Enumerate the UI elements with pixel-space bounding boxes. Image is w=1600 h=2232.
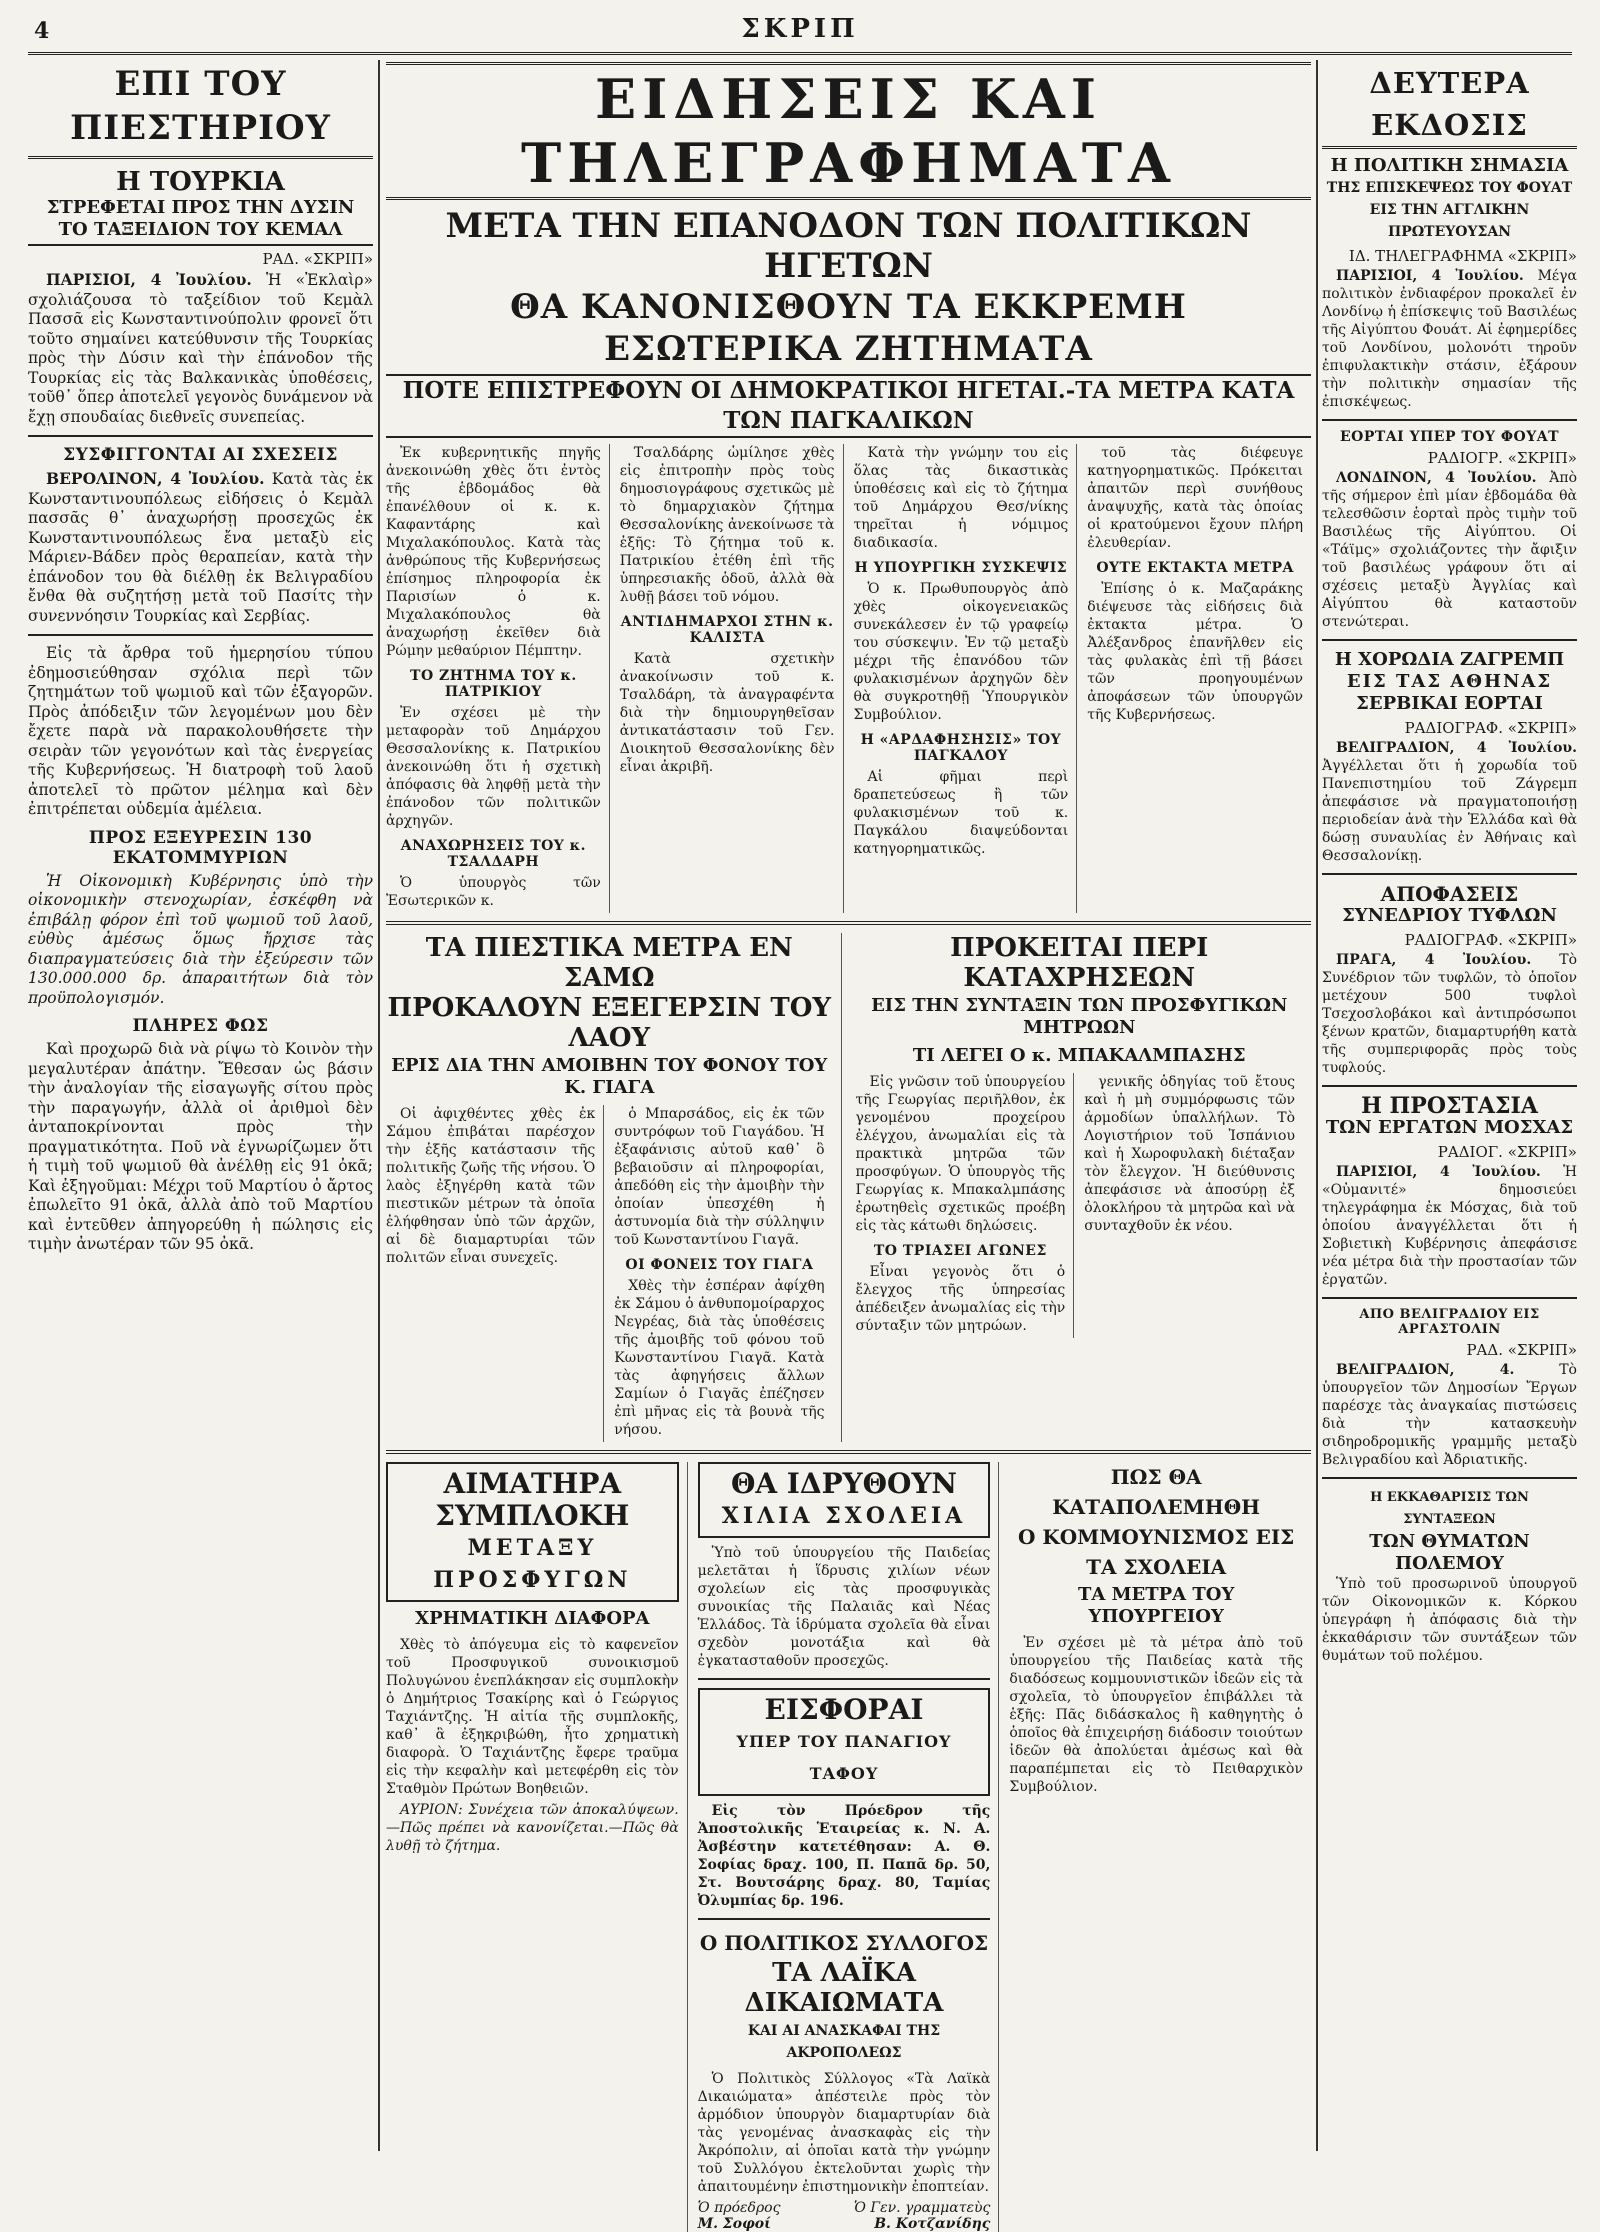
divider (386, 921, 1311, 925)
center-column (386, 62, 1311, 2232)
story-subheadline: ΧΡΗΜΑΤΙΚΗ ΔΙΑΦΟΡΑ (415, 1608, 650, 1629)
left-column (28, 62, 373, 2151)
story-text: Χθὲς τὸ ἀπόγευμα εἰς τὸ καφενεῖον τοῦ Προσφυγικοῦ συνοικισμοῦ Πολυγώνου ἐνεπλάκησαν εἰς συμπλοκὴν ὁ Δημήτριος Τσακίρης καὶ ὁ Γεώργιος Ταχιάντζης. Ἡ αἰτία τῆς συμπλοκῆς, καθ᾽ ἃ ἐξηκριβώθη, ἦτο χρηματικὴ διαφορὰ. Ὁ Ταχιάντζης ἔφερε τραῦμα εἰς τὴν κεφαλὴν καὶ μετεφέρθη εἰς τὸν Σταθμὸν Πρώτων Βοηθειῶν. (386, 1637, 679, 1797)
story-headline: ΠΡΟΚΕΙΤΑΙ ΠΕΡΙ ΚΑΤΑΧΡΗΣΕΩΝ (950, 933, 1209, 993)
right-column (1322, 62, 1577, 2151)
dateline: ΡΑΔ. «ΣΚΡΙΠ» (1466, 1341, 1577, 1359)
story-body (1322, 469, 1577, 631)
story-body (1322, 1361, 1577, 1469)
divider (1322, 873, 1577, 875)
story-body (1322, 1163, 1577, 1289)
signature-name: Μ. Σοφοί (697, 2216, 771, 2232)
story-subhead: Η «ΑΡΔΑΦΗΣΗΣΙΣ» ΤΟΥ ΠΑΓΚΑΛΟΥ (860, 732, 1062, 764)
story-subhead: ΑΝΑΧΩΡΗΣΕΙΣ ΤΟΥ κ. ΤΣΑΛΔΑΡΗ (400, 838, 587, 870)
divider (1322, 1477, 1577, 1479)
story-text: Τσαλδάρης ὡμίλησε χθὲς εἰς ἐπιτροπὴν πρὸς τοὺς δημοσιογράφους σχετικῶς μὲ τὸ δημαρχιακὸν ζήτημα Θεσσαλονίκης ἀνεκοίνωσε τὰ ἑξῆς: Τὸ ζήτημα τοῦ κ. Πατρικίου ἐτέθη ἐπὶ τῆς ὑπηρεσιακῆς ὁδοῦ, ἀλλὰ θὰ λυθῇ βάσει τοῦ νόμου. (619, 445, 835, 605)
story-text: Κατὰ τὰς ἐκ Κωνσταντινουπόλεως εἰδήσεις ὁ Κεμὰλ πασσᾶς θ᾽ ἀναχωρήσῃ προσεχῶς ἐκ Κωνσταντινουπόλεως ἔνα μεταξὺ εἰς Μάριεν-Βάδεν πρὸς θεραπείαν, κατὰ τὴν ἐπάνοδον του θὰ διέλθῃ ἐκ Βελιγραδίου ἔνθα θὰ συζητήσῃ μετὰ τοῦ Πασίτς τὴν συνεννόησιν Τουρκίας καὶ Σερβίας. (28, 470, 374, 625)
story-body (28, 270, 373, 427)
story-body (28, 469, 373, 626)
text-column (1087, 444, 1311, 913)
story-subheadline: ΕΡΙΣ ΔΙΑ ΤΗΝ ΑΜΟΙΒΗΝ ΤΟΥ ΦΟΝΟΥ ΤΟΥ Κ. ΓΙΑΓΑ (391, 1055, 828, 1098)
story-headline (698, 1462, 991, 1538)
story-lead: ΠΑΡΙΣΙΟΙ, 4 Ἰουλίου. (46, 270, 252, 289)
story-text: Ὑπὸ τοῦ προσωρινοῦ ὑπουργοῦ τῶν Οἰκονομικῶν κ. Κόρκου ὑπεγράφη ἡ ἀπόφασις διὰ τὴν ἐκκαθάρισιν τῶν συντάξεων τῶν θυμάτων τοῦ πολέμου. (1322, 1576, 1577, 1664)
story-text: Τὸ ὑπουργεῖον τῶν Δημοσίων Ἔργων παρέσχε τὰς ἀναγκαίας πιστώσεις διὰ τὴν κατασκευὴν σιδηροδρομικῆς γραμμῆς μεταξὺ Βελιγραδίου καὶ Ἀδριατικῆς. (1322, 1362, 1577, 1468)
story-text: Ὑπὸ τοῦ ὑπουργείου τῆς Παιδείας μελετᾶται ἡ ἵδρυσις χιλίων νέων σχολείων εἰς τὰς προσφυγικὰς συνοικίας τῆς Παλαιᾶς καὶ Νέας Ἑλλάδος. Τὰ ἱδρύματα σχολεῖα θὰ εἶναι σχεδὸν μονοτάξια καὶ θὰ ἐγκατασταθοῦν προσεχῶς. (697, 1545, 991, 1669)
signature-right (854, 2200, 990, 2232)
story-headline-line: ΧΙΛΙΑ ΣΧΟΛΕΙΑ (721, 1503, 967, 1529)
section-banner: ΕΙΔΗΣΕΙΣ ΚΑΙ ΤΗΛΕΓΡΑΦΗΜΑΤΑ (386, 62, 1311, 200)
text-column (854, 444, 1078, 913)
text-column (386, 444, 610, 913)
story-lead: ΒΕΡΟΛΙΝΟΝ, 4 Ἰουλίου. (46, 469, 265, 488)
story-text: Μέγα πολιτικὸν ἐνδιαφέρον προκαλεῖ ἐν Λονδίνῳ ἡ ἐπίσκεψις τοῦ Βασιλέως τῆς Αἰγύπτου Φουάτ. Αἱ ἐφημερίδες τοῦ Λονδίνου, μολονότι τηροῦν ἐπιφυλακτικὴν στάσιν, ἐξάρουν τὴν πολιτικὴν σημασίαν τῆς ἐπισκέψεως. (1322, 268, 1577, 410)
story-subhead: ΟΥΤΕ ΕΚΤΑΚΤΑ ΜΕΤΡΑ (1096, 560, 1294, 576)
story-text: Ὁ κ. Πρωθυπουργὸς ἀπὸ χθὲς οἰκογενειακῶς συνεκάλεσεν ἐν τῷ γραφείῳ του σύσκεψιν. Ἐν τῷ μεταξὺ μέχρι τῆς ἐπανόδου τῶν φυλακισμένων ἀρχηγῶν δὲν θὰ συγκροτηθῇ Ὑπουργικὸν Συμβούλιον. (853, 581, 1069, 723)
story-text: Καὶ προχωρῶ διὰ νὰ ρίψω τὸ Κοινὸν τὴν μεγαλυτέραν ἀπάτην. Ἔθεσαν ὡς βάσιν τὴν ἀναλογίαν τῆς εἰσαγωγῆς σίτου πρὸς τὴν παραγωγήν, ἀλλὰ οἱ ἀριθμοὶ δὲν ἀνταποκρίνονται πρὸς τὴν πραγματικότητα. Ποῦ νὰ ἐγνωρίζωμεν ὅτι ἡ τιμὴ τοῦ ψωμιοῦ θὰ ἀνέλθῃ εἰς 91 ὀκᾶ; Καὶ ἐξηγοῦμαι: Μέχρι τοῦ Μαρτίου ὁ ἄρτος ἐπωλεῖτο 91 ὀκᾶ, ἀλλὰ ἀπὸ τοῦ Μαρτίου καὶ ἐντεῦθεν ἀπηγορεύθη ἡ πώλησις εἰς τιμὴν ἀνωτέραν τῶν 95 ὀκᾶ. (28, 1040, 373, 1253)
story-headline-line: ΥΠΕΡ ΤΟΥ ΠΑΝΑΓΙΟΥ ΤΑΦΟΥ (736, 1732, 952, 1783)
main-headline: ΘΑ ΚΑΝΟΝΙΣΘΟΥΝ ΤΑ ΕΚΚΡΕΜΗ ΕΣΩΤΕΡΙΚΑ ΖΗΤΗΜΑΤΑ (510, 287, 1187, 369)
divider (1322, 639, 1577, 641)
header-rule (28, 52, 1572, 55)
story-text: Ἀπὸ τῆς σήμερον ἐπὶ μίαν ἑβδομάδα θὰ τελεσθῶσιν ἑορταὶ πρὸς τιμὴν τοῦ Βασιλέως τῆς Αἰγύπτου. Οἱ «Τάϊμς» σχολιάζοντες τὴν ἄφιξιν τοῦ βασιλέως γράφουν ὅτι αἱ σχέσεις μεταξὺ Ἀγγλίας καὶ Αἰγύπτου θὰ καταστοῦν στενώτεραι. (1322, 470, 1578, 630)
main-headline: ΜΕΤΑ ΤΗΝ ΕΠΑΝΟΔΟΝ ΤΩΝ ΠΟΛΙΤΙΚΩΝ ΗΓΕΤΩΝ (445, 206, 1252, 286)
divider (28, 435, 373, 437)
story-subkicker: ΤΗΣ ΕΠΙΣΚΕΨΕΩΣ ΤΟΥ ΦΟΥΑΤ (1326, 180, 1573, 196)
story-text: Ἀγγέλλεται ὅτι ἡ χορωδία τοῦ Πανεπιστημίου τοῦ Ζάγρεμπ ἀπεφάσισε νὰ πραγματοποιήσῃ περιοδείαν ἀνὰ τὴν Ἑλλάδα καὶ θὰ δώσῃ συναυλίας ἐν Ἀθήναις καὶ Θεσσαλονίκῃ. (1322, 758, 1577, 864)
story-body (1322, 267, 1577, 411)
dateline: ΡΑΔΙΟΓ. «ΣΚΡΙΠ» (1437, 1143, 1577, 1161)
text-column (1084, 1073, 1303, 1338)
samos-story (386, 933, 842, 1442)
story-text: ὁ Μπαρσάδος, εἰς ἐκ τῶν συντρόφων τοῦ Γιαγάδου. Ἡ ἐξαφάνισις αὐτοῦ καθ᾽ ὃ βεβαιοῦσιν αἱ πληροφορίαι, ἀπεδόθη εἰς τὴν ἀμοιβὴν τὴν ὁποίαν ὑπεσχέθη ἡ ἀστυνομία διὰ τὴν σύλληψιν τοῦ Κωνσταντίνου Γιαγᾶ. (614, 1106, 825, 1248)
story-footer: ΑΥΡΙΟΝ: Συνέχεια τῶν ἀποκαλύψεων.—Πῶς πρέπει νὰ κανονίζεται.—Πῶς θὰ λυθῇ τὸ ζήτημα. (386, 1802, 679, 1854)
story-subkicker: ΕΙΣ ΤΗΝ ΑΓΓΛΙΚΗΝ ΠΡΩΤΕΥΟΥΣΑΝ (1369, 202, 1530, 240)
story-body (1322, 951, 1577, 1077)
story-text: Εἰς τὸν Πρόεδρον τῆς Ἀποστολικῆς Ἑταιρείας κ. Ν. Α. Ἀσβέστην κατετέθησαν: Α. Θ. Σοφίας δραχ. 100, Π. Παπᾶ δρ. 50, Στ. Βουτσάρης δραχ. 80, Ταμίας Ὀλυμπίας δρ. 196. (697, 1803, 991, 1909)
story-body (698, 1802, 991, 1910)
section-title-right: ΔΕΥΤΕΡΑ ΕΚΔΟΣΙΣ (1322, 62, 1577, 149)
section-title-left: ΕΠΙ ΤΟΥ ΠΙΕΣΤΗΡΙΟΥ (28, 62, 373, 159)
story-lead: ΠΡΑΓΑ, 4 Ἰουλίου. (1336, 952, 1532, 968)
story-text: Ἡ «Ἐκλαὶρ» σχολιάζουσα τὸ ταξείδιον τοῦ Κεμὰλ Πασσᾶ εἰς Κωνσταντινούπολιν φρονεῖ ὅτι τοῦτο σημαίνει κατεύθυνσιν τῆς Τουρκίας πρὸς τὴν Δύσιν καὶ τὴν ἐπάνοδον τῆς Τουρκίας εἰς τὰς Βαλκανικὰς ὑποθέσεις, τοῦθ᾽ ὅπερ ἀποτελεῖ γεγονὸς δυνάμενον νὰ ἔχῃ σπουδαίας διεθνεῖς συνεπείας. (28, 271, 373, 426)
story-subhead: ΣΥΣΦΙΓΓΟΝΤΑΙ ΑΙ ΣΧΕΣΕΙΣ (63, 445, 338, 465)
katachrisis-story (856, 933, 1312, 1442)
story-headline-line: ΕΙΣΦΟΡΑΙ (764, 1693, 924, 1726)
story-body (698, 1544, 991, 1670)
story-subhead: ΤΟ ΖΗΤΗΜΑ ΤΟΥ κ. ΠΑΤΡΙΚΙΟΥ (410, 668, 577, 700)
story-headline (698, 1688, 991, 1796)
story-text: Αἱ φῆμαι περὶ δραπετεύσεως ἢ τῶν φυλακισμένων τοῦ κ. Παγκάλου διαψεύδονται κατηγορηματικῶς. (853, 769, 1069, 857)
story-text: Ἐπίσης ὁ κ. Μαζαράκης διέψευσε τὰς εἰδήσεις διὰ ἐκτακτα μέτρα. Ὁ Ἀλέξανδρος ἐπανῆλθεν εἰς τὰς φυλακὰς ἐπὶ τῇ βάσει τῶν προηγουμένων ἀποφάσεων τῶν ὑπουργῶν τῆς Κυβερνήσεως. (1087, 581, 1303, 723)
story-subheadline: ΤΑ ΜΕΤΡΑ ΤΟΥ ΥΠΟΥΡΓΕΙΟΥ (1077, 1584, 1235, 1627)
story-subheadline: ΤΙ ΛΕΓΕΙ Ο κ. ΜΠΑΚΑΛΜΠΑΣΗΣ (912, 1045, 1246, 1066)
story-subhead: ΑΝΤΙΔΗΜΑΡΧΟΙ ΣΤΗΝ κ. ΚΑΛΙΣΤΑ (620, 614, 834, 646)
text-column (614, 1105, 832, 1442)
story-subhead: ΠΛΗΡΕΣ ΦΩΣ (132, 1016, 269, 1036)
story-text: Ἡ Οἰκονομικὴ Κυβέρνησις ὑπὸ τὴν οἰκονομικὴν στενοχωρίαν, ἐσκέφθη νὰ ἐπιβάλῃ φόρον ἐπὶ τοῦ ψωμιοῦ τοῦ λαοῦ, εὐθὺς ἀμέσως ὅμως ἤρχισε τὰς διαπραγματεύσεις διὰ τὴν ἐξεύρεσιν τῶν 130.000.000 δρ. ἀπαραιτήτων διὰ τὸν προϋπολογισμόν. (28, 871, 373, 1007)
story-lead: ΠΑΡΙΣΙΟΙ, 4 Ἰουλίου. (1336, 268, 1524, 284)
story-headline: ΠΩΣ ΘΑ ΚΑΤΑΠΟΛΕΜΗΘΗ (1052, 1465, 1261, 1519)
story-subhead: ΤΟ ΤΡΙΑΣΕΙ ΑΓΩΝΕΣ (873, 1243, 1047, 1259)
text-column (620, 444, 844, 913)
dateline: ΡΑΔ. «ΣΚΡΙΠ» (262, 250, 373, 268)
middle-stories (386, 933, 1311, 1442)
divider (1322, 419, 1577, 421)
story-headline: Ο ΚΟΜΜΟΥΝΙΣΜΟΣ ΕΙΣ ΤΑ ΣΧΟΛΕΙΑ (1017, 1525, 1295, 1579)
story-text: Κατὰ τὴν γνώμην του εἰς ὅλας τὰς δικαστικὰς ὑποθέσεις καὶ εἰς τὸ ζήτημα τοῦ Δημάρχου Θεσ/νίκης τηρεῖται ἡ νόμιμος διαδικασία. (853, 445, 1069, 551)
divider (28, 634, 373, 636)
schools-and-tafos (698, 1462, 1000, 2232)
story-lead: ΒΕΛΙΓΡΑΔΙΟΝ, 4. (1336, 1362, 1515, 1378)
story-text: τοῦ τὰς διέφευγε κατηγορηματικῶς. Πρόκειται ἀπαιτῶν περὶ συνήθους ἀναψυχῆς, κατὰ τὰς ὁποίας οἱ κρατούμενοι ἔχουν πλήρη ἐλευθερίαν. (1087, 445, 1303, 551)
story-subhead: Η ΥΠΟΥΡΓΙΚΗ ΣΥΣΚΕΨΙΣ (854, 560, 1068, 576)
story-subheadline: ΕΙΣ ΤΗΝ ΣΥΝΤΑΞΙΝ ΤΩΝ ΠΡΟΣΦΥΓΙΚΩΝ ΜΗΤΡΩΩΝ (871, 995, 1288, 1038)
story-text: Ὁ ὑπουργὸς τῶν Ἐσωτερικῶν κ. (386, 875, 601, 909)
story-headline-line: ΘΑ ΙΔΡΥΘΟΥΝ (730, 1467, 958, 1500)
story-headline: ΤΑ ΠΙΕΣΤΙΚΑ ΜΕΤΡΑ ΕΝ ΣΑΜΩ (425, 933, 793, 993)
samos-columns (386, 1105, 833, 1442)
divider (1322, 1297, 1577, 1299)
main-subheadline: ΠΟΤΕ ΕΠΙΣΤΡΕΦΟΥΝ ΟΙ ΔΗΜΟΚΡΑΤΙΚΟΙ ΗΓΕΤΑΙ.-ΤΑ ΜΕΤΡΑ ΚΑΤΑ ΤΩΝ ΠΑΓΚΑΛΙΚΩΝ (386, 374, 1311, 438)
story-text: Ὁ Πολιτικὸς Σύλλογος «Τὰ Λαϊκὰ Δικαιώματα» ἀπέστειλε πρὸς τὸν ἀρμόδιον ὑπουργὸν διαμαρτυρίαν διὰ τὰς γενομένας ἀνασκαφὰς εἰς τὴν Ἀκρόπολιν, αἱ ὁποῖαι κατὰ τὴν γνώμην τοῦ Συλλόγου ἐκτελοῦνται χωρὶς τὴν ἀπαιτουμένην ἐπιστημονικὴν ἐποπτείαν. (697, 2071, 991, 2195)
divider (698, 1918, 991, 1920)
story-headline: ΠΡΟΚΑΛΟΥΝ ΕΞΕΓΕΡΣΙΝ ΤΟΥ ΛΑΟΥ (387, 993, 831, 1053)
signatures (698, 2200, 991, 2232)
column-divider (1316, 60, 1318, 2151)
signature-left (698, 2200, 781, 2232)
story-headline: ΤΑ ΛΑΪΚΑ ΔΙΚΑΙΩΜΑΤΑ (744, 1958, 944, 2018)
story-text: Χθὲς τὴν ἑσπέραν ἀφίχθη ἐκ Σάμου ὁ ἀνθυπομοίραρχος Νεγρέας, διὰ τὰς ὑποθέσεις τῆς ἀμοιβῆς τοῦ φόνου τοῦ Κωνσταντίνου Γιαγᾶ. Κατὰ τὰς ἀφηγήσεις ἄλλων Σαμίων ὁ Γιαγᾶς ἐπέζησεν ἐπὶ μῆνας εἰς τὰ βουνὰ τῆς νήσου. (614, 1278, 825, 1438)
dateline: ΡΑΔΙΟΓΡΑΦ. «ΣΚΡΙΠ» (1404, 719, 1577, 737)
story-subkicker: ΣΤΡΕΦΕΤΑΙ ΠΡΟΣ ΤΗΝ ΔΥΣΙΝ (46, 197, 355, 218)
dateline: ΡΑΔΙΟΓΡΑΦ. «ΣΚΡΙΠ» (1404, 931, 1577, 949)
story-subkicker: Η ΕΚΚΑΘΑΡΙΣΙΣ ΤΩΝ ΣΥΝΤΑΞΕΩΝ (1370, 1490, 1529, 1527)
column-divider (378, 60, 380, 2151)
katachrisis-columns (856, 1073, 1304, 1338)
story-text: Εἰς γνῶσιν τοῦ ὑπουργείου τῆς Γεωργίας περιῆλθον, ἐκ γενομένου προχείρου ἐλέγχου, ἀνωμαλίαι εἰς τὰ πρακτικὰ μητρῶα τῶν προσφύγων. Ὁ ὑπουργὸς τῆς Γεωργίας κ. Μπακαλμπάσης ἐρωτηθεὶς σχετικῶς προέβη εἰς τὰς κάτωθι δηλώσεις. (855, 1074, 1066, 1234)
signature-role: Ὁ Γεν. γραμματεὺς (853, 2200, 991, 2216)
lead-story-columns (386, 444, 1311, 913)
story-text: Ἐν σχέσει μὲ τὴν μεταφορὰν τοῦ Δημάρχου Θεσσαλονίκης κ. Πατρικίου ἀνεκοινώθη ὅτι ἡ σχετικὴ ἀπόφασις θὰ ληφθῇ μετὰ τὴν ἐπάνοδον τῶν πολιτικῶν ἀρχηγῶν. (386, 705, 601, 829)
story-headline-line: ΜΕΤΑΞΥ ΠΡΟΣΦΥΓΩΝ (433, 1535, 632, 1593)
story-body (1322, 739, 1577, 865)
story-lead: ΠΑΡΙΣΙΟΙ, 4 Ἰουλίου. (1336, 1164, 1541, 1180)
story-kicker: Η ΠΟΛΙΤΙΚΗ ΣΗΜΑΣΙΑ (1330, 155, 1569, 176)
story-kicker: Η ΧΟΡΩΔΙΑ ΖΑΓΡΕΜΠ (1334, 649, 1565, 670)
story-text: Εἰς τὰ ἄρθρα τοῦ ἡμερησίου τύπου ἐδημοσιεύθησαν σχόλια περὶ τῶν ζητημάτων τοῦ ψωμιοῦ καὶ τῶν ἐξαγορῶν. Πρὸς ἀπόδειξιν τῶν λεγομένων μου δὲν ἔχετε παρὰ νὰ παρακολουθήσετε τὴν σειρὰν τῶν γεγονότων καὶ τὰς ἐνεργείας τῆς Κυβερνήσεως. Ἡ διατροφὴ τοῦ λαοῦ ἀποτελεῖ τὸ πρῶτον μέλημα καὶ δὲν ἐπιτρέπεται οὐδεμία ἀμέλεια. (28, 644, 373, 818)
story-kicker: Η ΤΟΥΡΚΙΑ (116, 167, 285, 197)
story-body (1322, 1575, 1577, 1665)
divider (698, 1678, 991, 1680)
refugees-story (386, 1462, 688, 2232)
story-subheadline: ΚΑΙ ΑΙ ΑΝΑΣΚΑΦΑΙ ΤΗΣ ΑΚΡΟΠΟΛΕΩΣ (747, 2023, 941, 2061)
story-subkicker: ΤΩΝ ΘΥΜΑΤΩΝ ΠΟΛΕΜΟΥ (1369, 1531, 1530, 1574)
dateline: ΡΑΔΙΟΓΡ. «ΣΚΡΙΠ» (1427, 449, 1577, 467)
signature-name: Β. Κοτζανίδης (874, 2216, 991, 2232)
story-subkicker: ΣΥΝΕΔΡΙΟΥ ΤΥΦΛΩΝ (1342, 905, 1557, 926)
story-subhead: ΑΠΟ ΒΕΛΙΓΡΑΔΙΟΥ ΕΙΣ ΑΡΓΑΣΤΟΛΙΝ (1359, 1307, 1540, 1337)
divider (386, 1450, 1311, 1454)
story-headline (386, 1462, 679, 1602)
story-text: Τὸ Συνέδριον τῶν τυφλῶν, τὸ ὁποῖον μετέχουν 500 τυφλοὶ Τσεχοσλοβάκοι καὶ ἀντιπρόσωποι ξένων κρατῶν, διαμαρτυρήθη κατὰ τῆς συμπεριφορᾶς πρὸς τοὺς τυφλούς. (1322, 952, 1578, 1076)
text-column (856, 1073, 1075, 1338)
story-subkicker: ΤΟ ΤΑΞΕΙΔΙΟΝ ΤΟΥ ΚΕΜΑΛ (28, 219, 373, 246)
story-kicker: Η ΠΡΟΣΤΑΣΙΑ (1361, 1093, 1538, 1119)
signature-role: Ὁ πρόεδρος (697, 2200, 781, 2216)
story-subkicker: ΤΩΝ ΕΡΓΑΤΩΝ ΜΟΣΧΑΣ (1325, 1117, 1574, 1138)
divider (1322, 1085, 1577, 1087)
story-text: Ἐκ κυβερνητικῆς πηγῆς ἀνεκοινώθη χθὲς ὅτι ἐντὸς τῆς ἑβδομάδος θὰ ἐπανέλθουν οἱ κ. κ. Καφαντάρης καὶ Μιχαλακόπουλος. Κατὰ τὰς ἀνθρώπους τῆς Κυβερνήσεως ἐπίσημος πληροφορία ἐκ Παρισίων ὁ κ. Μιχαλακόπουλος θὰ ἀναχωρήσῃ ἐκεῖθεν διὰ Ρώμην μεθαύριον Πέμπτην. (386, 445, 601, 659)
masthead: ΣΚΡΙΠ (741, 14, 859, 44)
story-body (698, 2070, 991, 2196)
story-kicker: ΑΠΟΦΑΣΕΙΣ (1380, 882, 1519, 906)
story-body (28, 872, 373, 1009)
text-column (386, 1105, 604, 1442)
story-headline-line: ΑΙΜΑΤΗΡΑ ΣΥΜΠΛΟΚΗ (435, 1467, 630, 1532)
story-subkicker: ΣΕΡΒΙΚΑΙ ΕΟΡΤΑΙ (1356, 693, 1543, 714)
story-subkicker: ΕΙΣ ΤΑΣ ΑΘΗΝΑΣ (1346, 671, 1553, 692)
story-subhead: ΕΟΡΤΑΙ ΥΠΕΡ ΤΟΥ ΦΟΥΑΤ (1339, 429, 1560, 445)
kommounism-story (1009, 1462, 1311, 2232)
dateline: ΙΔ. ΤΗΛΕΓΡΑΦΗΜΑ «ΣΚΡΙΠ» (1348, 247, 1577, 265)
story-body (28, 1040, 373, 1255)
page-number: 4 (34, 18, 50, 44)
story-lead: ΒΕΛΙΓΡΑΔΙΟΝ, 4 Ἰουλίου. (1336, 740, 1577, 756)
story-text: γενικῆς ὁδηγίας τοῦ ἔτους καὶ ἡ μὴ συμμόρφωσις τῶν ἁρμοδίων ὑπαλλήλων. Τὸ Λογιστήριον τοῦ Ἰσπάνιου καὶ ἡ Χωροφυλακὴ διέταξαν τὸν ἔλεγχον. Ἡ διεύθυνσις ἀπεφάσισε νὰ ἀποσύρῃ ἐξ ὀλοκλήρου τὰ μητρῶα καὶ νὰ συνταχθοῦν ἐκ νέου. (1084, 1074, 1295, 1234)
lower-stories (386, 1462, 1311, 2232)
story-headline: Ο ΠΟΛΙΤΙΚΟΣ ΣΥΛΛΟΓΟΣ (699, 1931, 989, 1955)
story-body (386, 1636, 679, 1855)
story-text: Ἐν σχέσει μὲ τὰ μέτρα ἀπὸ τοῦ ὑπουργείου τῆς Παιδείας κατὰ τῆς διαδόσεως κομμουνιστικῶν ἰδεῶν εἰς τὰ σχολεῖα, τὸ ὑπουργεῖον ἐπιβάλλει τὰ ἑξῆς: Πᾶς διδάσκαλος ἢ καθηγητὴς ὁ ὁποῖος θὰ ἐπιχειρήσῃ διάδοσιν τοιούτων ἰδεῶν θὰ ἀπολύεται ἀμέσως καὶ θὰ παραπέμπεται εἰς τὸ Πειθαρχικὸν Συμβούλιον. (1009, 1635, 1303, 1795)
story-subhead: ΟΙ ΦΟΝΕΙΣ ΤΟΥ ΓΙΑΓΑ (625, 1257, 814, 1273)
story-text: Κατὰ σχετικὴν ἀνακοίνωσιν τοῦ κ. Τσαλδάρη, τὰ ἀναγραφέντα διὰ τὴν δημιουργηθεῖσαν ἀντικατάστασιν τοῦ Γεν. Διοικητοῦ Θεσσαλονίκης δὲν εἶναι ἀκριβῆ. (619, 651, 835, 775)
story-body (28, 644, 373, 820)
story-text: Οἱ ἀφιχθέντες χθὲς ἐκ Σάμου ἐπιβάται παρέσχον τὴν ἑξῆς κατάστασιν τῆς πολιτικῆς ζωῆς τῆς νήσου. Ὁ λαὸς ἐξηγέρθη κατὰ τῶν πιεστικῶν μέτρων τὰ ὁποῖα ἐλήφθησαν ὑπὸ τῶν ἀρχῶν, αἱ δὲ διαμαρτυρίαι τῶν πολιτῶν εἶναι συνεχεῖς. (386, 1106, 596, 1266)
story-body (1009, 1634, 1303, 1796)
story-lead: ΛΟΝΔΙΝΟΝ, 4 Ἰουλίου. (1336, 470, 1537, 486)
story-text: Ἡ «Οὐμανιτέ» δημοσιεύει τηλεγράφημα ἐκ Μόσχας, διὰ τοῦ ὁποίου ἀναγγέλλεται ὅτι ἡ Σοβιετικὴ Κυβέρνησις ἀπεφάσισε νέα μέτρα διὰ τὴν προστασίαν τῶν ἐργατῶν. (1322, 1164, 1577, 1288)
story-text: Εἶναι γεγονὸς ὅτι ὁ ἔλεγχος τῆς ὑπηρεσίας ἀπέδειξεν ἀνωμαλίας εἰς τὴν σύνταξιν τῶν μητρώων. (855, 1264, 1066, 1334)
story-subhead: ΠΡΟΣ ΕΞΕΥΡΕΣΙΝ 130 ΕΚΑΤΟΜΜΥΡΙΩΝ (88, 827, 313, 868)
